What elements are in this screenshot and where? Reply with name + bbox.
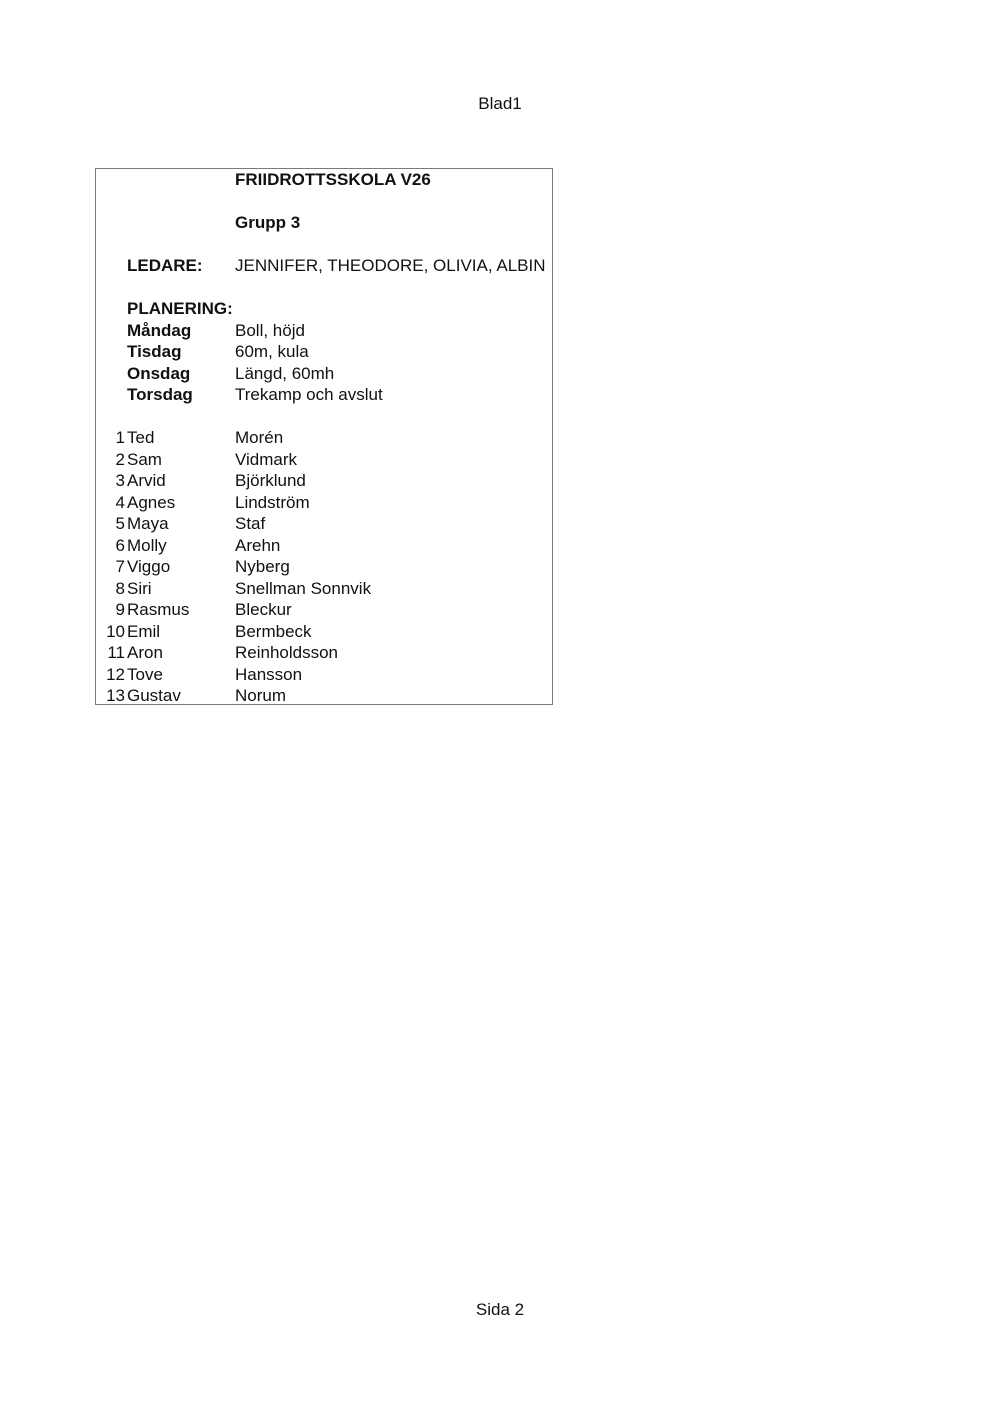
participant-row — [96, 556, 552, 578]
participant-first-name: Aron — [127, 643, 163, 662]
participant-row — [96, 599, 552, 621]
participant-last-name: Vidmark — [235, 449, 298, 469]
participant-last-name: Hansson — [235, 664, 303, 684]
participant-last-name: Staf — [235, 514, 266, 533]
schedule-day: Tisdag — [127, 342, 182, 361]
participant-row — [96, 449, 552, 471]
participant-last-name: Snellman Sonnvik — [235, 578, 372, 598]
planning-row — [96, 298, 552, 320]
participant-row — [96, 535, 552, 557]
participant-row — [96, 470, 552, 492]
participant-last-name: Björklund — [235, 471, 306, 490]
participant-number: 7 — [115, 557, 125, 576]
participant-last-name: Morén — [235, 428, 284, 447]
sheet-header: Blad1 — [478, 94, 522, 113]
schedule-row — [96, 384, 552, 406]
participant-first-name: Gustav — [127, 686, 181, 705]
participant-first-name: Viggo — [127, 557, 171, 576]
participant-number: 13 — [106, 686, 125, 705]
participant-number: 5 — [115, 514, 125, 533]
group-row — [96, 212, 552, 234]
schedule-day: Måndag — [127, 320, 192, 340]
participant-first-name: Emil — [127, 621, 161, 641]
schedule-activity: Boll, höjd — [235, 320, 305, 340]
participant-number: 10 — [106, 621, 125, 641]
participant-first-name: Rasmus — [127, 600, 190, 619]
participant-first-name: Molly — [127, 535, 167, 555]
leaders-value: JENNIFER, THEODORE, OLIVIA, ALBIN — [235, 256, 546, 275]
participant-last-name: Reinholdsson — [235, 643, 339, 662]
document-title: FRIIDROTTSSKOLA V26 — [235, 170, 431, 189]
schedule-day: Torsdag — [127, 385, 193, 404]
participant-number: 11 — [107, 643, 125, 662]
participant-number: 12 — [106, 664, 125, 684]
participant-number: 8 — [115, 578, 125, 598]
participant-number: 6 — [115, 535, 125, 555]
participant-row — [96, 492, 552, 514]
participant-first-name: Agnes — [127, 492, 176, 512]
planning-label: PLANERING: — [127, 299, 233, 318]
participant-last-name: Norum — [235, 686, 287, 705]
participant-first-name: Arvid — [127, 471, 166, 490]
schedule-activity: 60m, kula — [235, 342, 309, 361]
print-area — [95, 168, 553, 705]
participant-last-name: Bermbeck — [235, 621, 312, 641]
participant-row — [96, 685, 552, 707]
group-label: Grupp 3 — [235, 213, 301, 232]
leaders-label: LEDARE: — [127, 256, 203, 275]
participant-row — [96, 513, 552, 535]
participant-row — [96, 664, 552, 686]
participant-number: 9 — [115, 600, 125, 619]
participant-row — [96, 427, 552, 449]
participant-row — [96, 578, 552, 600]
participant-number: 1 — [115, 428, 125, 447]
schedule-day: Onsdag — [127, 363, 191, 383]
schedule-row — [96, 320, 552, 342]
participant-number: 3 — [115, 471, 125, 490]
participant-number: 4 — [115, 492, 125, 512]
participant-number: 2 — [115, 449, 125, 469]
participant-last-name: Lindström — [235, 492, 310, 512]
schedule-row — [96, 341, 552, 363]
schedule-activity: Längd, 60mh — [235, 363, 335, 383]
participant-last-name: Nyberg — [235, 557, 290, 576]
participant-first-name: Maya — [127, 514, 169, 533]
schedule-activity: Trekamp och avslut — [235, 385, 383, 404]
leaders-row — [96, 255, 552, 277]
title-row — [96, 169, 552, 191]
participant-row — [96, 621, 552, 643]
participant-last-name: Arehn — [235, 535, 281, 555]
page-footer: Sida 2 — [475, 1300, 525, 1319]
participant-first-name: Tove — [127, 664, 163, 684]
participant-first-name: Sam — [127, 449, 162, 469]
participant-first-name: Ted — [127, 428, 155, 447]
schedule-row — [96, 363, 552, 385]
participant-last-name: Bleckur — [235, 600, 292, 619]
participant-row — [96, 642, 552, 664]
participant-first-name: Siri — [127, 578, 152, 598]
